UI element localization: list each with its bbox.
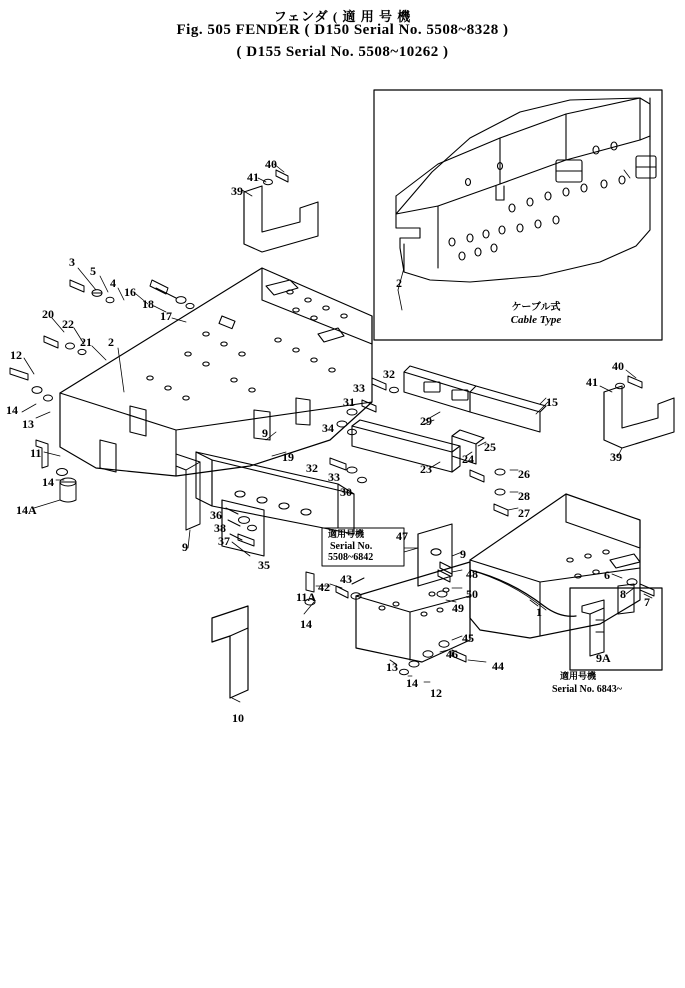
page-title: Fig. 505 FENDER ( D150 Serial No. 5508~8328 ): [176, 22, 509, 38]
callout-number: 31: [343, 395, 355, 409]
callout-number: 50: [466, 587, 478, 601]
callout-number: 6: [604, 568, 610, 582]
callout-number: 14: [406, 676, 418, 690]
callout-number: 40: [265, 157, 277, 171]
callout-number: 38: [214, 521, 226, 535]
serial-box-line2: 5508~6842: [328, 552, 374, 563]
callout-number: 47: [396, 529, 408, 543]
callout-number: 33: [353, 381, 365, 395]
callout-number: 11A: [296, 590, 317, 604]
callout-number: 26: [518, 467, 530, 481]
inset-serial-label: Serial No. 6843~: [552, 684, 622, 695]
callout-number: 41: [586, 375, 598, 389]
callout-number: 34: [322, 421, 334, 435]
callout-number: 18: [142, 297, 154, 311]
callout-number: 28: [518, 489, 530, 503]
callout-number: 42: [318, 580, 330, 594]
callout-number: 17: [160, 309, 172, 323]
callout-number: 36: [210, 508, 222, 522]
callout-number: 13: [22, 417, 34, 431]
callout-number: 22: [62, 317, 74, 331]
callout-number: 9: [262, 426, 268, 440]
callout-number: 4: [110, 276, 116, 290]
callout-number: 10: [232, 711, 244, 725]
callout-number: 3: [69, 255, 75, 269]
callout-number: 21: [80, 335, 92, 349]
callout-number: 44: [492, 659, 504, 673]
callout-number: 30: [340, 485, 352, 499]
callout-number: 46: [446, 647, 458, 661]
callout-number: 32: [383, 367, 395, 381]
callout-number: 29: [420, 414, 432, 428]
callout-number: 39: [231, 184, 243, 198]
callout-number: 13: [386, 660, 398, 674]
callout-number: 37: [218, 534, 230, 548]
callout-number: 40: [612, 359, 624, 373]
header-japanese-title: フェンダ ( 適 用 号 機: [273, 9, 412, 24]
callout-number: 2: [108, 335, 114, 349]
callout-number: 43: [340, 572, 352, 586]
callout-number: 45: [462, 631, 474, 645]
callout-number: 25: [484, 440, 496, 454]
callout-number: 27: [518, 506, 530, 520]
callout-number: 33: [328, 470, 340, 484]
callout-number: 14A: [16, 503, 37, 517]
callout-number: 23: [420, 462, 432, 476]
callout-number: 5: [90, 264, 96, 278]
callout-number: 14: [300, 617, 312, 631]
serial-box-jp-label: 適用号機: [328, 529, 365, 539]
callout-number: 20: [42, 307, 54, 321]
callout-number: 19: [282, 450, 294, 464]
callout-number: 12: [430, 686, 442, 700]
callout-number: 7: [644, 595, 650, 609]
callout-number: 9: [460, 547, 466, 561]
callout-number: 1: [536, 605, 542, 619]
page-subtitle: ( D155 Serial No. 5508~10262 ): [236, 44, 449, 60]
callout-number: 35: [258, 558, 270, 572]
callout-number: 49: [452, 601, 464, 615]
inset-jp-label: 適用号機: [560, 671, 597, 681]
callout-number: 11: [30, 446, 42, 460]
callout-number: 9: [182, 540, 188, 554]
callout-number: 15: [546, 395, 558, 409]
caption-cable-type-jp: ケーブル式: [511, 302, 561, 313]
callout-number: 8: [620, 587, 626, 601]
inset-item-9a-label: 9A: [596, 651, 611, 665]
callout-number: 48: [466, 567, 478, 581]
callout-number: 2: [396, 276, 402, 290]
callout-number: 24: [462, 452, 474, 466]
callout-number: 14: [42, 475, 54, 489]
callout-number: 39: [610, 450, 622, 464]
callout-number: 16: [124, 285, 136, 299]
callout-number: 12: [10, 348, 22, 362]
callout-number: 32: [306, 461, 318, 475]
caption-cable-type-en: Cable Type: [510, 314, 562, 326]
callout-number: 41: [247, 170, 259, 184]
serial-box-line1: Serial No.: [330, 541, 373, 552]
callout-number: 14: [6, 403, 18, 417]
